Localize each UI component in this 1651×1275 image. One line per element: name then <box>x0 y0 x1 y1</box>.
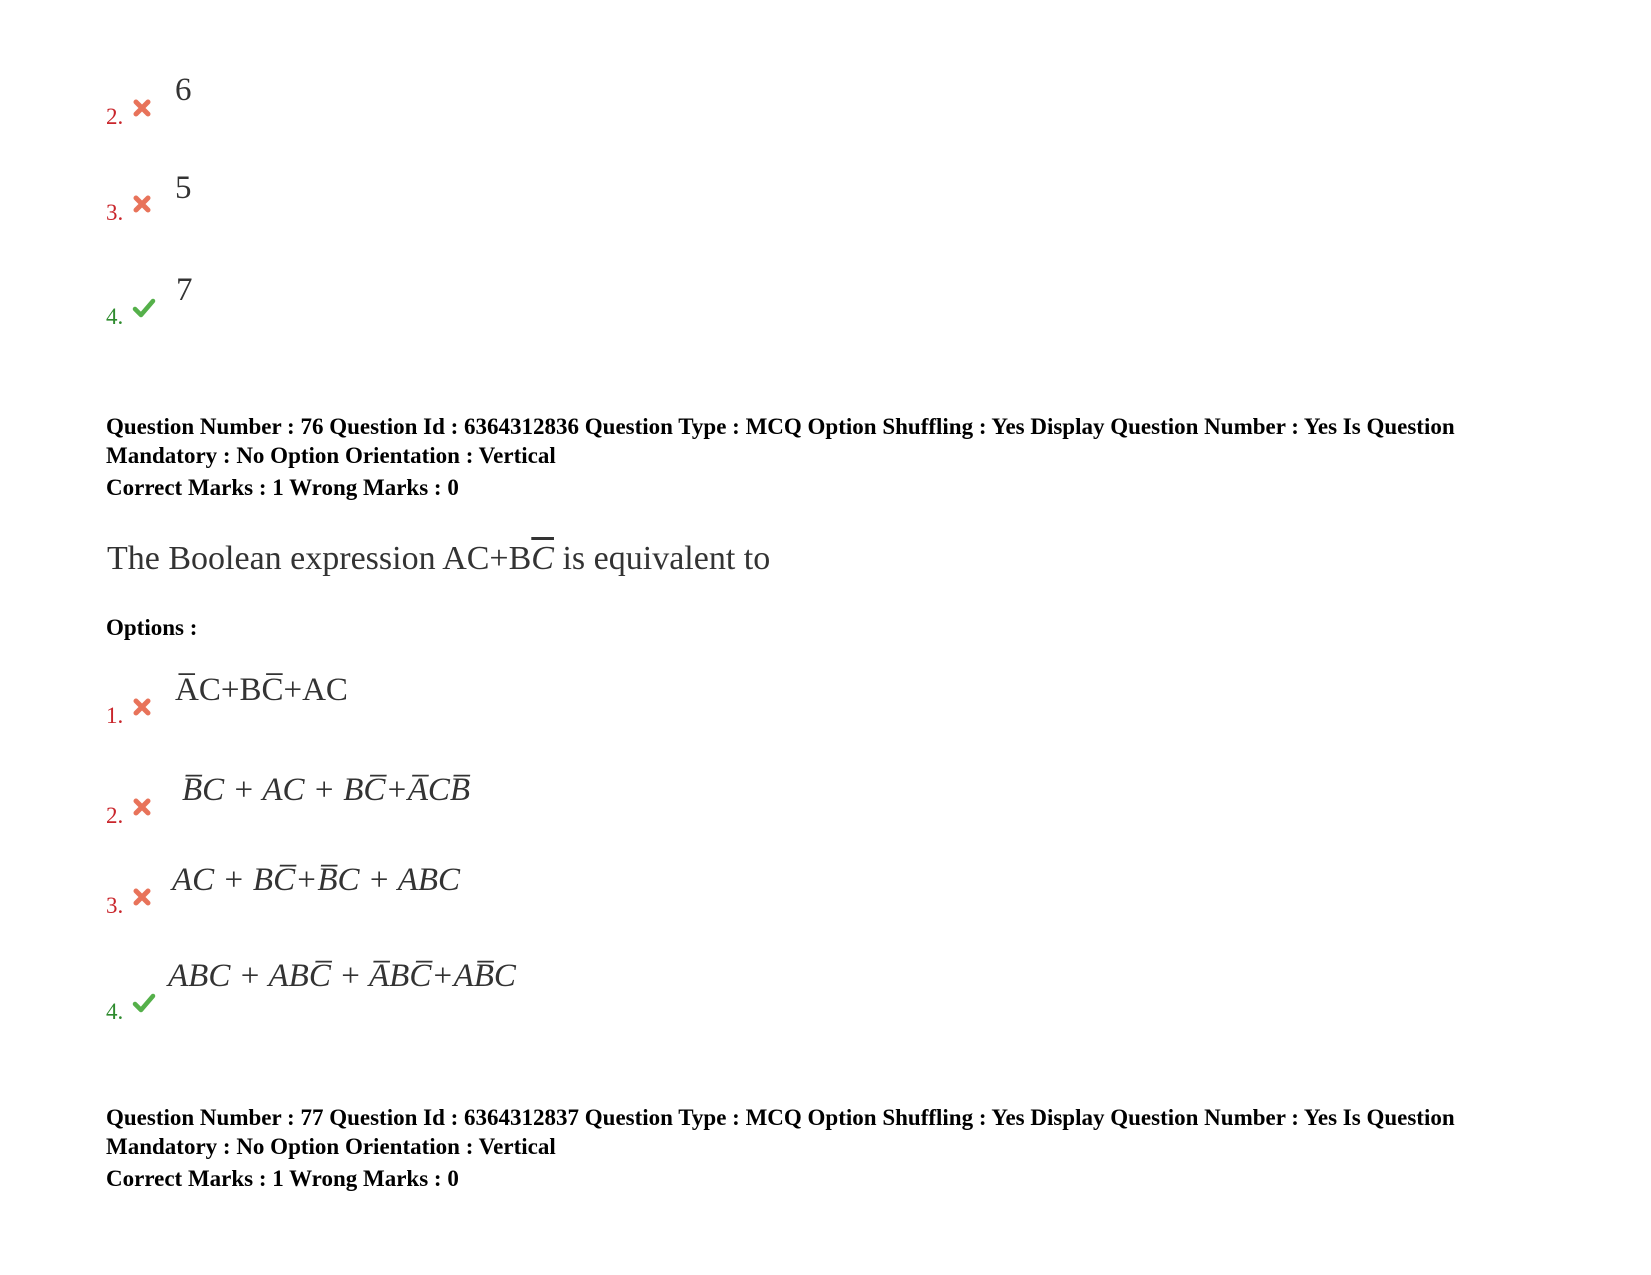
option-value: 5 <box>175 170 192 206</box>
option-value: B̅C + AC + BC̅+A̅CB̅ <box>182 772 471 808</box>
options-label: Options : <box>106 615 198 640</box>
question-text-prefix: The Boolean expression AC+B <box>107 540 532 577</box>
question-text <box>107 540 770 578</box>
cross-icon <box>132 194 152 214</box>
option-number: 2. <box>106 803 124 828</box>
question-meta: Question Number : 76 Question Id : 6364312836 Question Type : MCQ Option Shuffling : Yes Display Question Number : Yes Is Question Mandatory : No Option Orientation : Vertical <box>106 414 1455 468</box>
option-value: ABC + ABC̅ + A̅BC̅+AB̅C <box>168 958 516 994</box>
option-value: 7 <box>176 272 193 308</box>
question-text-bar: $\overline{C}$ <box>531 540 554 577</box>
option-number: 2. <box>106 104 124 129</box>
cross-icon <box>132 98 152 118</box>
check-icon <box>132 296 156 320</box>
option-number: 3. <box>106 200 124 225</box>
option-value: 6 <box>175 72 192 108</box>
option-number: 3. <box>106 893 124 918</box>
option-number: 4. <box>106 999 124 1024</box>
check-icon <box>132 991 156 1015</box>
cross-icon <box>132 887 152 907</box>
question-marks: Correct Marks : 1 Wrong Marks : 0 <box>106 1166 459 1191</box>
question-marks: Correct Marks : 1 Wrong Marks : 0 <box>106 475 459 500</box>
question-text-suffix: is equivalent to <box>553 540 771 577</box>
cross-icon <box>132 797 152 817</box>
option-value: AC + BC̅+B̅C + ABC <box>172 862 461 898</box>
option-value: A̅C+BC̅+AC <box>175 672 348 708</box>
question-meta: Question Number : 77 Question Id : 6364312837 Question Type : MCQ Option Shuffling : Yes Display Question Number : Yes Is Question Mandatory : No Option Orientation : Vertical <box>106 1105 1455 1159</box>
cross-icon <box>132 697 152 717</box>
option-number: 1. <box>106 703 124 728</box>
option-number: 4. <box>106 304 124 329</box>
